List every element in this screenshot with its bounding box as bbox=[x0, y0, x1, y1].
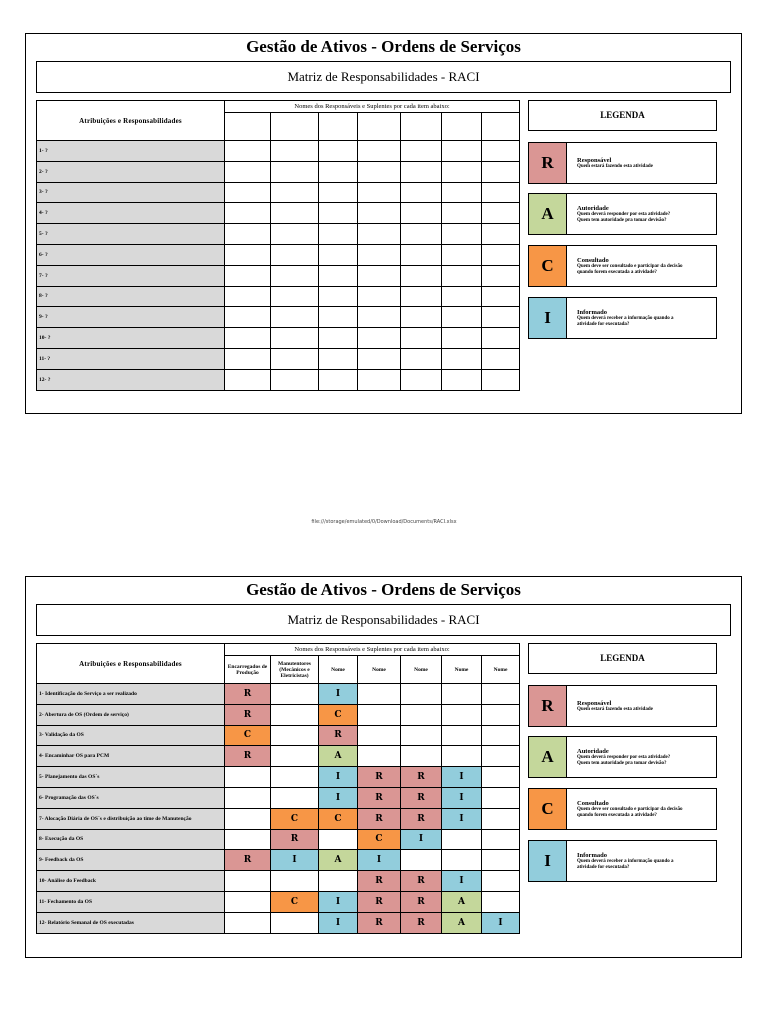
table-row bbox=[37, 787, 520, 808]
raci-cell bbox=[401, 704, 442, 725]
raci-cell bbox=[319, 182, 358, 203]
raci-cell bbox=[442, 348, 482, 369]
legend-item-autoridade bbox=[528, 193, 717, 235]
legend-title-filled: LEGENDA bbox=[528, 643, 717, 674]
raci-cell: R bbox=[225, 684, 271, 705]
legend-item-informado bbox=[528, 840, 717, 882]
task-label: 4- Encaminhar OS para PCM bbox=[37, 746, 225, 767]
raci-cell: I bbox=[319, 891, 358, 912]
raci-cell: I bbox=[319, 684, 358, 705]
raci-cell bbox=[482, 891, 520, 912]
raci-cell bbox=[442, 203, 482, 224]
raci-cell bbox=[271, 224, 319, 245]
raci-cell: R bbox=[401, 767, 442, 788]
table-row bbox=[37, 369, 520, 390]
raci-cell bbox=[225, 829, 271, 850]
raci-cell bbox=[225, 808, 271, 829]
raci-cell bbox=[482, 684, 520, 705]
raci-cell: R bbox=[401, 787, 442, 808]
raci-cell bbox=[401, 369, 442, 390]
table-row bbox=[37, 328, 520, 349]
raci-cell bbox=[225, 891, 271, 912]
legend-name: Informado bbox=[577, 851, 607, 859]
raci-cell bbox=[358, 684, 401, 705]
raci-cell bbox=[319, 141, 358, 162]
raci-cell bbox=[482, 369, 520, 390]
raci-cell bbox=[442, 182, 482, 203]
raci-cell bbox=[271, 369, 319, 390]
legend-desc: Quem deverá responder por esta atividade? bbox=[577, 754, 671, 760]
page-title-filled: Gestão de Ativos - Ordens de Serviços bbox=[246, 580, 521, 599]
legend-desc: atividade for executada? bbox=[577, 321, 630, 327]
raci-cell bbox=[271, 704, 319, 725]
raci-cell: I bbox=[442, 871, 482, 892]
raci-cell bbox=[482, 704, 520, 725]
raci-cell bbox=[442, 746, 482, 767]
task-label: 1- Identificação do Serviço a ser realizado bbox=[37, 684, 225, 705]
table-row bbox=[37, 182, 520, 203]
table-row bbox=[37, 725, 520, 746]
raci-cell bbox=[225, 203, 271, 224]
raci-cell bbox=[225, 912, 271, 933]
raci-cell bbox=[225, 328, 271, 349]
legend-name: Consultado bbox=[577, 256, 609, 264]
column-header: Nome bbox=[401, 656, 442, 684]
raci-cell bbox=[358, 348, 401, 369]
raci-cell bbox=[358, 203, 401, 224]
raci-cell bbox=[442, 704, 482, 725]
legend-name: Responsável bbox=[577, 156, 612, 164]
raci-cell bbox=[225, 265, 271, 286]
table-row bbox=[37, 746, 520, 767]
raci-cell bbox=[358, 265, 401, 286]
legend-name: Consultado bbox=[577, 799, 609, 807]
task-label: 6- ? bbox=[37, 244, 225, 265]
raci-cell: R bbox=[225, 746, 271, 767]
raci-cell bbox=[358, 141, 401, 162]
raci-cell bbox=[225, 369, 271, 390]
legend-text bbox=[577, 686, 712, 726]
raci-cell bbox=[319, 286, 358, 307]
raci-cell bbox=[401, 244, 442, 265]
table-row bbox=[37, 348, 520, 369]
raci-cell bbox=[482, 850, 520, 871]
raci-cell bbox=[401, 725, 442, 746]
header-names: Nomes dos Responsáveis e Suplentes por cada item abaixo: bbox=[225, 101, 520, 113]
raci-cell bbox=[271, 244, 319, 265]
task-label: 3- ? bbox=[37, 182, 225, 203]
legend-letter: C bbox=[529, 789, 567, 829]
raci-cell bbox=[401, 182, 442, 203]
raci-cell bbox=[482, 244, 520, 265]
task-label: 7- Alocação Diária de OS´s e distribuição ao time de Manutenção bbox=[37, 808, 225, 829]
legend-letter: R bbox=[529, 143, 567, 183]
column-header-empty bbox=[358, 113, 401, 141]
raci-cell bbox=[442, 161, 482, 182]
table-row bbox=[37, 307, 520, 328]
raci-cell bbox=[271, 871, 319, 892]
table-row bbox=[37, 704, 520, 725]
raci-cell bbox=[225, 286, 271, 307]
raci-cell bbox=[319, 829, 358, 850]
legend-desc: Quem tem autoridade pra tomar devisão? bbox=[577, 217, 667, 223]
column-header: Nome bbox=[442, 656, 482, 684]
raci-cell: A bbox=[319, 850, 358, 871]
legend-desc: Quem deve ser consultado e participar da decisão bbox=[577, 806, 683, 812]
raci-cell: C bbox=[271, 808, 319, 829]
raci-cell bbox=[358, 224, 401, 245]
raci-table-filled bbox=[36, 643, 520, 934]
raci-cell: R bbox=[358, 808, 401, 829]
raci-cell bbox=[358, 369, 401, 390]
raci-cell: I bbox=[401, 829, 442, 850]
raci-cell bbox=[225, 161, 271, 182]
task-label: 11- Fechamento da OS bbox=[37, 891, 225, 912]
raci-cell bbox=[271, 767, 319, 788]
raci-cell: I bbox=[482, 912, 520, 933]
table-row bbox=[37, 141, 520, 162]
raci-panel-filled bbox=[25, 576, 742, 958]
legend-name: Responsável bbox=[577, 699, 612, 707]
raci-cell: A bbox=[442, 912, 482, 933]
table-row bbox=[37, 224, 520, 245]
legend-letter: A bbox=[529, 194, 567, 234]
legend-text bbox=[577, 143, 712, 183]
task-label: 5- ? bbox=[37, 224, 225, 245]
raci-cell: C bbox=[319, 808, 358, 829]
column-header: Nome bbox=[358, 656, 401, 684]
column-header-empty bbox=[401, 113, 442, 141]
raci-cell bbox=[271, 265, 319, 286]
column-header-empty bbox=[225, 113, 271, 141]
table-row bbox=[37, 767, 520, 788]
raci-cell bbox=[225, 244, 271, 265]
task-label: 1- ? bbox=[37, 141, 225, 162]
task-label: 6- Programação das OS´s bbox=[37, 787, 225, 808]
raci-cell bbox=[271, 161, 319, 182]
raci-cell bbox=[442, 725, 482, 746]
raci-cell bbox=[319, 871, 358, 892]
raci-cell: I bbox=[442, 787, 482, 808]
raci-cell: A bbox=[319, 746, 358, 767]
legend-item-informado bbox=[528, 297, 717, 339]
legend-desc: Quem deve ser consultado e participar da decisão bbox=[577, 263, 683, 269]
raci-cell: C bbox=[319, 704, 358, 725]
legend-letter: I bbox=[529, 841, 567, 881]
task-label: 3- Validação da OS bbox=[37, 725, 225, 746]
legend-letter: I bbox=[529, 298, 567, 338]
raci-cell bbox=[401, 141, 442, 162]
raci-cell bbox=[401, 161, 442, 182]
raci-cell bbox=[319, 328, 358, 349]
legend-desc: Quem estará fazendo esta atividade bbox=[577, 706, 653, 712]
raci-cell bbox=[482, 224, 520, 245]
raci-cell bbox=[271, 348, 319, 369]
task-label: 12- Relatório Semanal de OS executadas bbox=[37, 912, 225, 933]
raci-cell bbox=[319, 369, 358, 390]
raci-cell: R bbox=[225, 704, 271, 725]
raci-cell bbox=[401, 348, 442, 369]
raci-cell bbox=[319, 348, 358, 369]
column-header: Nome bbox=[319, 656, 358, 684]
raci-cell bbox=[225, 182, 271, 203]
raci-cell bbox=[442, 265, 482, 286]
legend-item-responsável bbox=[528, 685, 717, 727]
task-label: 12- ? bbox=[37, 369, 225, 390]
matrix-subtitle: Matriz de Responsabilidades - RACI bbox=[36, 61, 731, 93]
raci-cell bbox=[482, 746, 520, 767]
matrix-subtitle-filled: Matriz de Responsabilidades - RACI bbox=[36, 604, 731, 636]
legend-name: Autoridade bbox=[577, 204, 609, 212]
raci-table-template bbox=[36, 100, 520, 391]
raci-cell bbox=[401, 265, 442, 286]
raci-cell bbox=[225, 767, 271, 788]
table-row bbox=[37, 829, 520, 850]
column-header: Manutentores (Mecânicos e Eletricistas) bbox=[271, 656, 319, 684]
raci-cell bbox=[319, 203, 358, 224]
header-attributions-filled: Atribuições e Responsabilidades bbox=[37, 644, 225, 684]
raci-cell bbox=[442, 829, 482, 850]
raci-cell bbox=[358, 725, 401, 746]
raci-cell bbox=[401, 746, 442, 767]
task-label: 10- Análise do Feedback bbox=[37, 871, 225, 892]
raci-cell bbox=[271, 203, 319, 224]
raci-cell: R bbox=[401, 871, 442, 892]
raci-cell: I bbox=[442, 767, 482, 788]
raci-cell bbox=[401, 224, 442, 245]
raci-cell bbox=[225, 787, 271, 808]
raci-cell: C bbox=[225, 725, 271, 746]
raci-cell: C bbox=[358, 829, 401, 850]
raci-cell bbox=[442, 307, 482, 328]
raci-cell bbox=[319, 244, 358, 265]
raci-cell: R bbox=[358, 787, 401, 808]
raci-cell bbox=[271, 141, 319, 162]
header-names-filled: Nomes dos Responsáveis e Suplentes por cada item abaixo: bbox=[225, 644, 520, 656]
legend-name: Informado bbox=[577, 308, 607, 316]
header-attributions: Atribuições e Responsabilidades bbox=[37, 101, 225, 141]
raci-cell: C bbox=[271, 891, 319, 912]
raci-cell bbox=[482, 203, 520, 224]
raci-cell bbox=[271, 725, 319, 746]
footer-url: file:///storage/emulated/0/Download/Documents/RACI.xlsx bbox=[311, 519, 457, 525]
task-label: 8- ? bbox=[37, 286, 225, 307]
legend-desc: quando forem executada a atividade? bbox=[577, 269, 657, 275]
raci-cell bbox=[401, 850, 442, 871]
raci-cell bbox=[482, 286, 520, 307]
raci-cell: I bbox=[442, 808, 482, 829]
raci-cell: R bbox=[401, 891, 442, 912]
column-header-empty bbox=[442, 113, 482, 141]
page-title: Gestão de Ativos - Ordens de Serviços bbox=[246, 37, 521, 56]
table-row bbox=[37, 808, 520, 829]
raci-cell bbox=[401, 203, 442, 224]
legend-text bbox=[577, 298, 712, 338]
raci-cell bbox=[482, 182, 520, 203]
raci-cell bbox=[358, 704, 401, 725]
raci-cell bbox=[482, 808, 520, 829]
legend-item-autoridade bbox=[528, 736, 717, 778]
legend-desc: atividade for executada? bbox=[577, 864, 630, 870]
column-header: Nome bbox=[482, 656, 520, 684]
raci-cell: R bbox=[225, 850, 271, 871]
raci-cell bbox=[358, 328, 401, 349]
table-row bbox=[37, 244, 520, 265]
raci-cell bbox=[319, 224, 358, 245]
raci-cell bbox=[482, 829, 520, 850]
legend-letter: R bbox=[529, 686, 567, 726]
raci-cell bbox=[401, 328, 442, 349]
column-header: Encarregados de Produção bbox=[225, 656, 271, 684]
legend-text bbox=[577, 841, 712, 881]
raci-cell bbox=[442, 141, 482, 162]
task-label: 2- ? bbox=[37, 161, 225, 182]
task-label: 10- ? bbox=[37, 328, 225, 349]
task-label: 9- Feedback da OS bbox=[37, 850, 225, 871]
raci-cell bbox=[319, 265, 358, 286]
task-label: 11- ? bbox=[37, 348, 225, 369]
legend-desc: Quem estará fazendo esta atividade bbox=[577, 163, 653, 169]
column-header-empty bbox=[482, 113, 520, 141]
table-row bbox=[37, 891, 520, 912]
legend-desc: Quem tem autoridade pra tomar devisão? bbox=[577, 760, 667, 766]
raci-cell bbox=[358, 307, 401, 328]
raci-panel-template bbox=[25, 33, 742, 414]
legend-item-consultado bbox=[528, 245, 717, 287]
raci-cell bbox=[358, 286, 401, 307]
legend-title: LEGENDA bbox=[528, 100, 717, 131]
table-row bbox=[37, 912, 520, 933]
raci-cell bbox=[358, 161, 401, 182]
raci-cell bbox=[401, 307, 442, 328]
raci-cell: R bbox=[401, 912, 442, 933]
raci-cell: R bbox=[358, 871, 401, 892]
legend-item-responsável bbox=[528, 142, 717, 184]
raci-cell bbox=[271, 684, 319, 705]
raci-cell bbox=[225, 224, 271, 245]
raci-cell bbox=[482, 307, 520, 328]
raci-cell bbox=[401, 286, 442, 307]
raci-cell bbox=[225, 871, 271, 892]
task-label: 2- Abertura de OS (Ordem de serviço) bbox=[37, 704, 225, 725]
table-row bbox=[37, 871, 520, 892]
raci-cell: A bbox=[442, 891, 482, 912]
raci-cell bbox=[442, 684, 482, 705]
raci-cell bbox=[482, 787, 520, 808]
raci-cell: I bbox=[319, 787, 358, 808]
task-label: 5- Planejamento das OS´s bbox=[37, 767, 225, 788]
raci-cell bbox=[442, 224, 482, 245]
raci-cell bbox=[271, 182, 319, 203]
table-row bbox=[37, 684, 520, 705]
raci-cell bbox=[225, 307, 271, 328]
raci-cell bbox=[358, 244, 401, 265]
legend-item-consultado bbox=[528, 788, 717, 830]
legend-desc: Quem deverá receber a informação quando a bbox=[577, 858, 674, 864]
task-label: 9- ? bbox=[37, 307, 225, 328]
table-row bbox=[37, 203, 520, 224]
raci-cell bbox=[271, 286, 319, 307]
legend-text bbox=[577, 194, 712, 234]
raci-cell bbox=[225, 141, 271, 162]
raci-cell bbox=[482, 871, 520, 892]
raci-cell bbox=[358, 746, 401, 767]
table-row bbox=[37, 286, 520, 307]
raci-cell bbox=[319, 161, 358, 182]
raci-cell bbox=[271, 912, 319, 933]
raci-cell bbox=[482, 141, 520, 162]
raci-cell bbox=[401, 684, 442, 705]
column-header-empty bbox=[271, 113, 319, 141]
raci-cell bbox=[271, 787, 319, 808]
legend-desc: Quem deverá responder por esta atividade? bbox=[577, 211, 671, 217]
legend-text bbox=[577, 789, 712, 829]
table-row bbox=[37, 161, 520, 182]
legend-text bbox=[577, 737, 712, 777]
raci-cell: R bbox=[358, 912, 401, 933]
raci-cell: R bbox=[358, 767, 401, 788]
legend-letter: A bbox=[529, 737, 567, 777]
raci-cell: R bbox=[401, 808, 442, 829]
raci-cell bbox=[442, 369, 482, 390]
legend-text bbox=[577, 246, 712, 286]
raci-cell bbox=[442, 244, 482, 265]
raci-cell bbox=[271, 328, 319, 349]
raci-cell bbox=[482, 767, 520, 788]
raci-cell bbox=[271, 746, 319, 767]
raci-cell: R bbox=[319, 725, 358, 746]
legend-desc: quando forem executada a atividade? bbox=[577, 812, 657, 818]
raci-cell bbox=[482, 348, 520, 369]
raci-cell bbox=[482, 328, 520, 349]
task-label: 8- Execução da OS bbox=[37, 829, 225, 850]
task-label: 4- ? bbox=[37, 203, 225, 224]
raci-cell bbox=[482, 725, 520, 746]
raci-cell bbox=[319, 307, 358, 328]
raci-cell bbox=[442, 328, 482, 349]
table-row bbox=[37, 850, 520, 871]
task-label: 7- ? bbox=[37, 265, 225, 286]
raci-cell: I bbox=[319, 912, 358, 933]
raci-cell bbox=[271, 307, 319, 328]
raci-cell: I bbox=[271, 850, 319, 871]
legend-letter: C bbox=[529, 246, 567, 286]
raci-cell bbox=[225, 348, 271, 369]
legend-name: Autoridade bbox=[577, 747, 609, 755]
raci-cell: R bbox=[358, 891, 401, 912]
raci-cell bbox=[442, 286, 482, 307]
raci-cell bbox=[358, 182, 401, 203]
table-row bbox=[37, 265, 520, 286]
column-header-empty bbox=[319, 113, 358, 141]
raci-cell bbox=[482, 161, 520, 182]
legend-desc: Quem deverá receber a informação quando a bbox=[577, 315, 674, 321]
raci-cell bbox=[442, 850, 482, 871]
raci-cell: R bbox=[271, 829, 319, 850]
raci-cell bbox=[482, 265, 520, 286]
raci-cell: I bbox=[358, 850, 401, 871]
raci-cell: I bbox=[319, 767, 358, 788]
